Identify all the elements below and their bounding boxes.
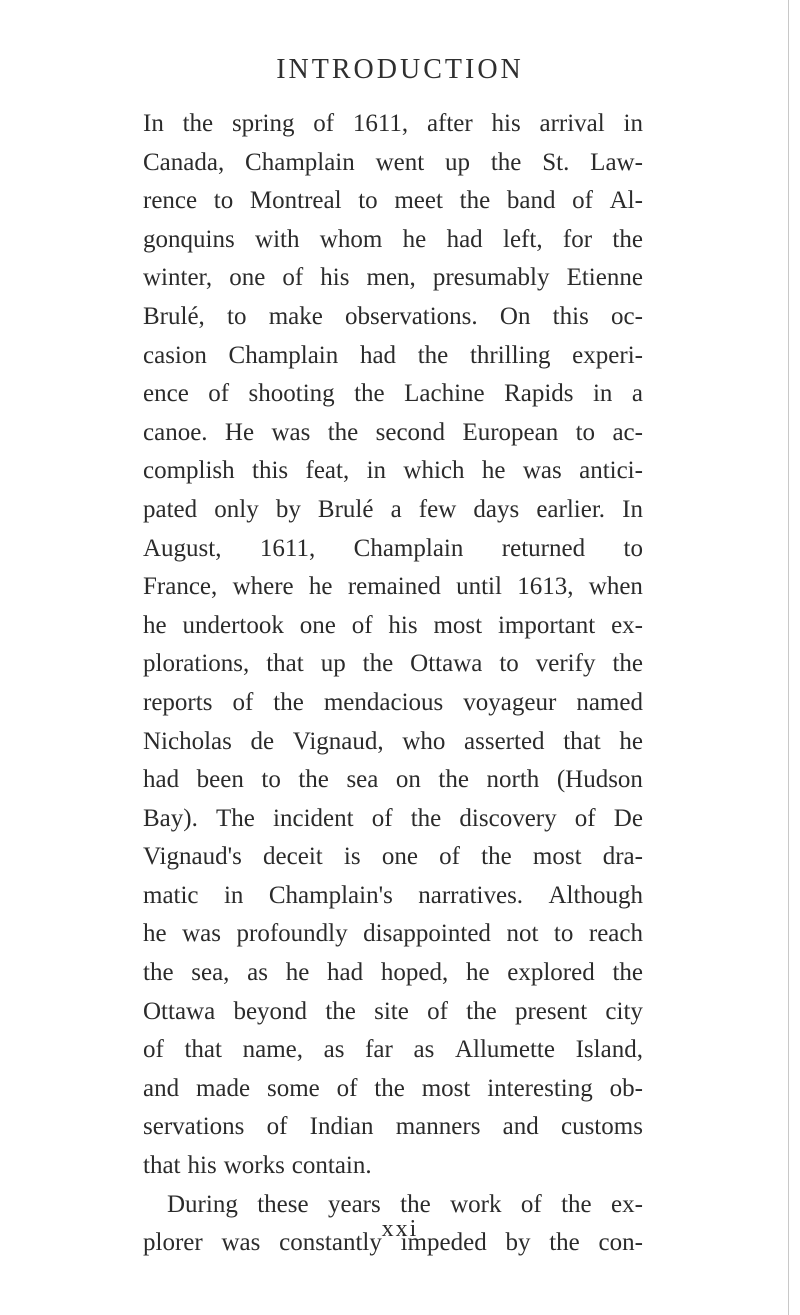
word: he <box>481 457 506 485</box>
word: years <box>327 1190 381 1218</box>
word: he <box>465 959 490 987</box>
word: the <box>490 148 522 176</box>
word: named <box>576 688 643 716</box>
word: mendacious <box>323 688 444 716</box>
word: with <box>255 225 300 253</box>
word: Vignaud's <box>143 843 242 871</box>
word: for <box>562 225 593 253</box>
word: up <box>320 650 346 678</box>
word: these <box>257 1190 309 1218</box>
word: to <box>553 920 574 948</box>
word: profoundly <box>236 920 348 948</box>
word: verify <box>535 650 596 678</box>
word: Etienne <box>566 264 643 292</box>
word: he <box>285 959 310 987</box>
word: the <box>410 804 442 832</box>
word: of <box>232 688 254 716</box>
word: Champlain <box>353 534 464 562</box>
word: presumably <box>432 264 550 292</box>
word: De <box>613 804 643 832</box>
word: of <box>266 1113 288 1141</box>
word: Vignaud, <box>292 727 384 755</box>
word: the <box>612 650 643 678</box>
word: been <box>196 766 244 794</box>
word: hoped, <box>380 959 449 987</box>
word: work <box>450 1190 502 1218</box>
word: arrival <box>539 110 605 137</box>
text-line <box>143 877 643 916</box>
word: August, <box>143 534 222 562</box>
word: by <box>275 495 301 523</box>
word: days <box>473 495 520 523</box>
word: as <box>323 1036 345 1064</box>
word: pated <box>143 495 198 523</box>
word: shooting <box>248 380 335 408</box>
word: France, <box>143 573 218 601</box>
word: most <box>532 843 582 871</box>
text-line <box>143 800 643 839</box>
word: interesting <box>487 1074 593 1102</box>
word: Nicholas <box>143 727 232 755</box>
word: his <box>187 1152 217 1180</box>
word: contain. <box>291 1152 372 1180</box>
word: plorer <box>143 1229 203 1257</box>
word: In <box>143 110 164 137</box>
word: the <box>354 380 385 408</box>
word: de <box>250 727 275 755</box>
word: site <box>374 997 409 1025</box>
word: Montreal <box>249 187 342 215</box>
word: as <box>413 1036 435 1064</box>
word: oc- <box>611 302 643 330</box>
text-line <box>143 105 643 144</box>
word: Indian <box>309 1113 374 1141</box>
word: The <box>216 804 255 832</box>
text-line <box>143 414 643 453</box>
word: Bay). <box>143 804 198 832</box>
word: He <box>224 418 255 446</box>
word: Although <box>548 881 643 909</box>
word: Lachine <box>404 380 485 408</box>
word: this <box>252 457 289 485</box>
word: whom <box>319 225 383 253</box>
word: was <box>221 1229 261 1257</box>
word: that <box>266 650 304 678</box>
word: 1611, <box>259 534 316 562</box>
word: the <box>459 187 491 215</box>
word: In <box>622 495 643 523</box>
word: his <box>491 110 521 137</box>
word: was <box>182 920 222 948</box>
word: 1611, <box>352 110 409 137</box>
word: ac- <box>612 418 643 446</box>
word: was <box>522 457 562 485</box>
word: after <box>426 110 473 137</box>
word: of <box>336 1074 358 1102</box>
word: the <box>182 110 214 137</box>
word: to <box>227 302 247 330</box>
word: St. <box>542 148 570 176</box>
text-line <box>143 1070 643 1109</box>
word: reach <box>588 920 643 948</box>
text-line <box>143 838 643 877</box>
word: meet <box>394 187 443 215</box>
word: was <box>271 418 311 446</box>
word: asserted <box>464 727 545 755</box>
word: important <box>497 611 596 639</box>
word: until <box>456 573 502 601</box>
word: his <box>388 611 418 639</box>
word: plorations, <box>143 650 250 678</box>
word: ob- <box>609 1074 643 1102</box>
word: he <box>619 727 643 755</box>
word: of <box>572 187 593 215</box>
body-text <box>143 105 643 1263</box>
word: make <box>268 302 323 330</box>
word: the <box>400 1190 431 1218</box>
word: Ottawa <box>143 997 216 1025</box>
word: of <box>371 804 393 832</box>
word: servations <box>143 1113 245 1141</box>
word: of <box>208 380 230 408</box>
text-line <box>143 993 643 1032</box>
word: (Hudson <box>556 766 643 794</box>
text-line <box>143 1147 643 1186</box>
word: to <box>623 534 643 562</box>
word: is <box>343 843 361 871</box>
word: winter, <box>143 264 213 292</box>
word: he <box>308 573 333 601</box>
text-line <box>143 375 643 414</box>
word: made <box>195 1074 251 1102</box>
word: of <box>574 804 596 832</box>
word: had <box>327 959 364 987</box>
text-line <box>143 954 643 993</box>
word: sea, <box>191 959 230 987</box>
word: that <box>184 1036 222 1064</box>
word: manners <box>395 1113 481 1141</box>
word: where <box>232 573 294 601</box>
word: returned <box>501 534 586 562</box>
word: the <box>143 959 174 987</box>
text-line <box>143 530 643 569</box>
text-line <box>143 607 643 646</box>
word: present <box>514 997 588 1025</box>
word: matic <box>143 881 199 909</box>
word: Brulé, <box>143 302 205 330</box>
word: observations. <box>345 302 478 330</box>
word: the <box>298 766 329 794</box>
word: antici- <box>579 457 643 485</box>
word: of <box>313 110 335 137</box>
word: of <box>351 611 373 639</box>
word: in <box>623 110 643 137</box>
word: most <box>433 611 483 639</box>
word: earlier. <box>536 495 606 523</box>
word: one <box>229 264 266 292</box>
word: men, <box>366 264 416 292</box>
word: Champlain <box>245 148 355 176</box>
page-number: xxi <box>381 1216 419 1242</box>
word: the <box>466 997 497 1025</box>
word: customs <box>560 1113 643 1141</box>
word: few <box>418 495 457 523</box>
word: not <box>506 920 539 948</box>
word: left, <box>503 225 543 253</box>
word: gonquins <box>143 225 235 253</box>
text-line <box>143 298 643 337</box>
text-line <box>143 1031 643 1070</box>
word: European <box>462 418 559 446</box>
word: the <box>549 1229 580 1257</box>
word: the <box>325 997 356 1025</box>
word: Brulé <box>317 495 374 523</box>
word: ence <box>143 380 189 408</box>
word: on <box>395 766 421 794</box>
word: of <box>282 264 304 292</box>
text-line <box>143 259 643 298</box>
text-line <box>143 144 643 183</box>
word: he <box>143 611 167 639</box>
word: that <box>563 727 601 755</box>
word: he <box>143 920 167 948</box>
word: beyond <box>233 997 308 1025</box>
word: the <box>417 341 449 369</box>
word: works <box>223 1152 285 1180</box>
word: to <box>499 650 519 678</box>
word: sea <box>346 766 379 794</box>
word: voyageur <box>463 688 557 716</box>
word: had <box>359 341 397 369</box>
word: the <box>327 418 359 446</box>
word: to <box>575 418 596 446</box>
text-line <box>143 337 643 376</box>
word: the <box>612 959 643 987</box>
word: thrilling <box>469 341 551 369</box>
word: one <box>299 611 336 639</box>
word: had <box>446 225 483 253</box>
word: the <box>273 688 304 716</box>
word: who <box>402 727 446 755</box>
word: Canada, <box>143 148 225 176</box>
word: band <box>506 187 556 215</box>
text-line <box>143 182 643 221</box>
word: second <box>375 418 446 446</box>
text-line <box>143 221 643 260</box>
word: north <box>486 766 540 794</box>
word: and <box>143 1074 180 1102</box>
word: of <box>427 997 448 1025</box>
word: During <box>167 1190 238 1218</box>
word: reports <box>143 688 213 716</box>
word: the <box>481 843 512 871</box>
word: one <box>381 843 418 871</box>
text-line <box>143 761 643 800</box>
text-line <box>143 452 643 491</box>
word: of <box>143 1036 164 1064</box>
page-edge-rule <box>788 0 789 1315</box>
word: Island, <box>575 1036 643 1064</box>
word: up <box>445 148 471 176</box>
word: the <box>374 1074 405 1102</box>
word: in <box>592 380 613 408</box>
text-line <box>143 1108 643 1147</box>
word: deceit <box>263 843 323 871</box>
word: that <box>143 1152 181 1180</box>
text-line <box>143 568 643 607</box>
word: Champlain's <box>268 881 393 909</box>
word: dra- <box>602 843 643 871</box>
word: city <box>605 997 643 1025</box>
word: spring <box>231 110 295 137</box>
word: disappointed <box>363 920 491 948</box>
word: Rapids <box>504 380 574 408</box>
word: Champlain <box>228 341 339 369</box>
word: the <box>561 1190 592 1218</box>
word: the <box>612 225 643 253</box>
word: of <box>520 1190 542 1218</box>
word: ex- <box>611 1190 643 1218</box>
word: to <box>213 187 234 215</box>
word: some <box>266 1074 320 1102</box>
word: most <box>421 1074 471 1102</box>
word: of <box>439 843 460 871</box>
word: feat, <box>305 457 350 485</box>
word: the <box>438 766 469 794</box>
word: remained <box>347 573 441 601</box>
word: casion <box>143 341 207 369</box>
word: his <box>320 264 350 292</box>
word: only <box>214 495 259 523</box>
word: rence <box>143 187 198 215</box>
word: Law- <box>590 148 643 176</box>
word: when <box>588 573 643 601</box>
text-line <box>143 723 643 762</box>
word: con- <box>598 1229 643 1257</box>
word: to <box>261 766 281 794</box>
word: a <box>390 495 402 523</box>
word: experi- <box>572 341 643 369</box>
word: On <box>499 302 531 330</box>
word: far <box>365 1036 393 1064</box>
word: to <box>358 187 378 215</box>
word: incident <box>273 804 354 832</box>
word: Al- <box>609 187 643 215</box>
word: had <box>143 766 180 794</box>
word: by <box>505 1229 531 1257</box>
word: he <box>402 225 427 253</box>
word: the <box>362 650 394 678</box>
text-line <box>143 491 643 530</box>
text-line <box>143 645 643 684</box>
word: in <box>223 881 244 909</box>
word: a <box>631 380 643 408</box>
word: this <box>552 302 589 330</box>
word: which <box>403 457 465 485</box>
word: Allumette <box>454 1036 555 1064</box>
text-line <box>143 915 643 954</box>
text-line <box>143 684 643 723</box>
word: constantly <box>279 1229 382 1257</box>
word: name, <box>242 1036 303 1064</box>
word: 1613, <box>517 573 574 601</box>
word: went <box>375 148 425 176</box>
word: in <box>366 457 387 485</box>
word: as <box>247 959 268 987</box>
word: and <box>502 1113 539 1141</box>
word: ex- <box>611 611 643 639</box>
word: canoe. <box>143 418 208 446</box>
word: narratives. <box>418 881 524 909</box>
running-head: INTRODUCTION <box>276 54 524 85</box>
word: complish <box>143 457 235 485</box>
word: explored <box>507 959 595 987</box>
word: undertook <box>182 611 284 639</box>
word: Ottawa <box>410 650 483 678</box>
word: discovery <box>459 804 557 832</box>
word: impeded <box>400 1229 487 1257</box>
